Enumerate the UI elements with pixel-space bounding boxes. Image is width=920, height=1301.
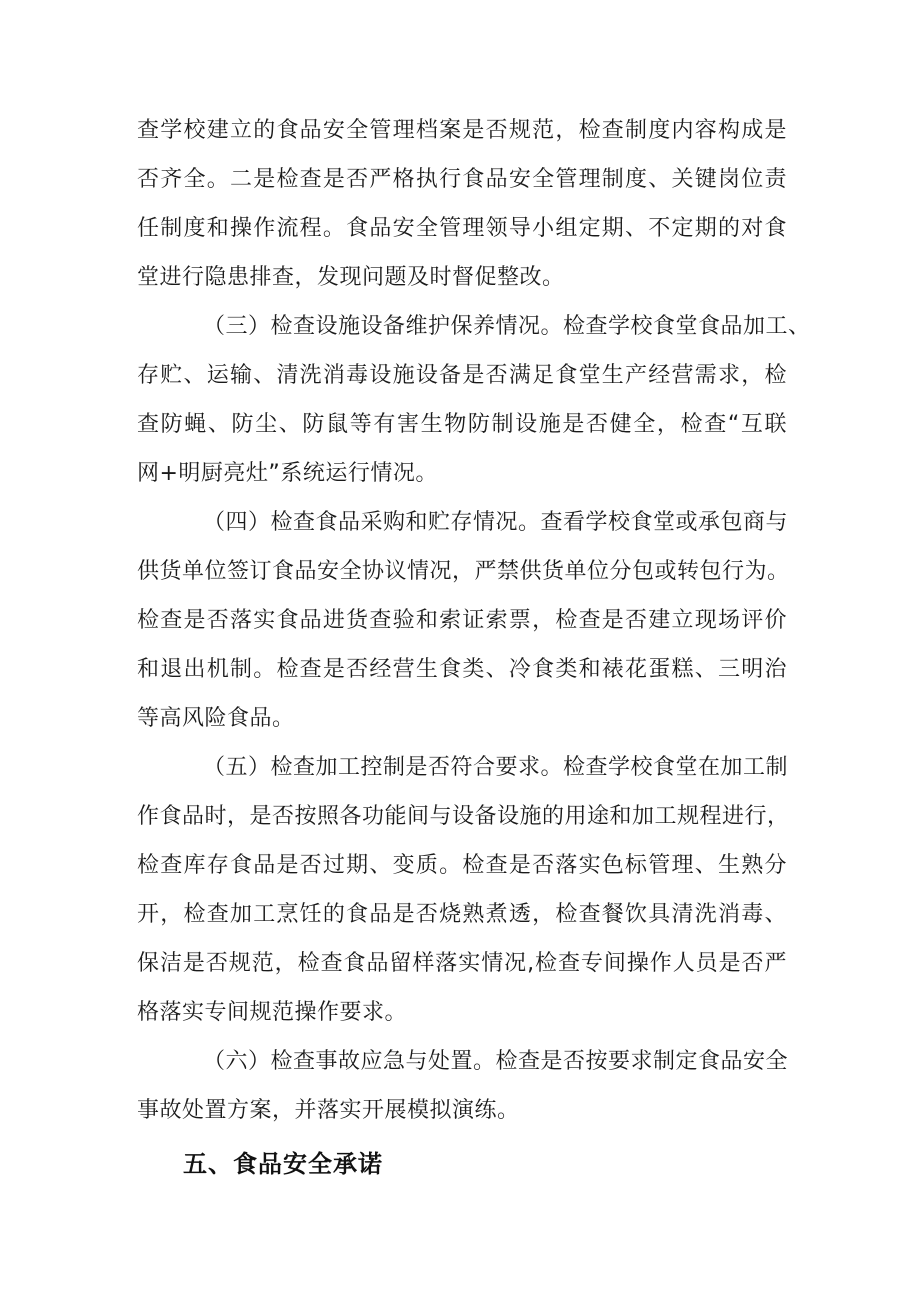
paragraph-processing-control [137,743,790,1037]
paragraph-equipment-maintenance [137,302,811,498]
text-line: 查防蝇、防尘、防鼠等有害生物防制设施是否健全，检查“互联 [137,412,787,437]
paragraph-emergency-response [137,1037,787,1135]
section-heading: 五、食品安全承诺 [183,1150,383,1178]
paragraph-management-records [137,106,787,302]
document-body [137,106,811,1190]
text-line: 和退出机制。检查是否经营生食类、冷食类和裱花蛋糕、三明治 [137,657,787,682]
text-line: 格落实专间规范操作要求。 [137,1000,408,1025]
text-line: 存贮、运输、清洗消毒设施设备是否满足食堂生产经营需求，检 [137,363,787,388]
text-line: 保洁是否规范，检查食品留样落实情况,检查专间操作人员是否严 [137,951,787,976]
text-line: 等高风险食品。 [137,706,295,731]
text-line: 检查是否落实食品进货查验和索证索票，检查是否建立现场评价 [137,608,787,633]
text-line: （六）检查事故应急与处置。检查是否按要求制定食品安全 [203,1049,789,1074]
text-line: （三）检查设施设备维护保养情况。检查学校食堂食品加工、 [203,314,811,339]
text-line: 供货单位签订食品安全协议情况，严禁供货单位分包或转包行为。 [137,559,790,584]
text-line: （五）检查加工控制是否符合要求。检查学校食堂在加工制 [203,755,789,780]
text-line: 网+明厨亮灶”系统运行情况。 [137,461,438,486]
text-line: 任制度和操作流程。食品安全管理领导小组定期、不定期的对食 [137,216,787,241]
text-line: 作食品时，是否按照各功能间与设备设施的用途和加工规程进行， [137,804,790,829]
text-line: 检查库存食品是否过期、变质。检查是否落实色标管理、生熟分 [137,853,787,878]
text-line: 查学校建立的食品安全管理档案是否规范，检查制度内容构成是 [137,118,787,143]
paragraph-procurement-storage [137,498,790,743]
text-line: 堂进行隐患排查，发现问题及时督促整改。 [137,265,565,290]
text-line: （四）检查食品采购和贮存情况。查看学校食堂或承包商与 [203,510,789,535]
text-line: 开，检查加工烹饪的食品是否烧熟煮透，检查餐饮具清洗消毒、 [137,902,787,927]
text-line: 事故处置方案，并落实开展模拟演练。 [137,1098,520,1123]
text-line: 否齐全。二是检查是否严格执行食品安全管理制度、关键岗位责 [137,167,787,192]
